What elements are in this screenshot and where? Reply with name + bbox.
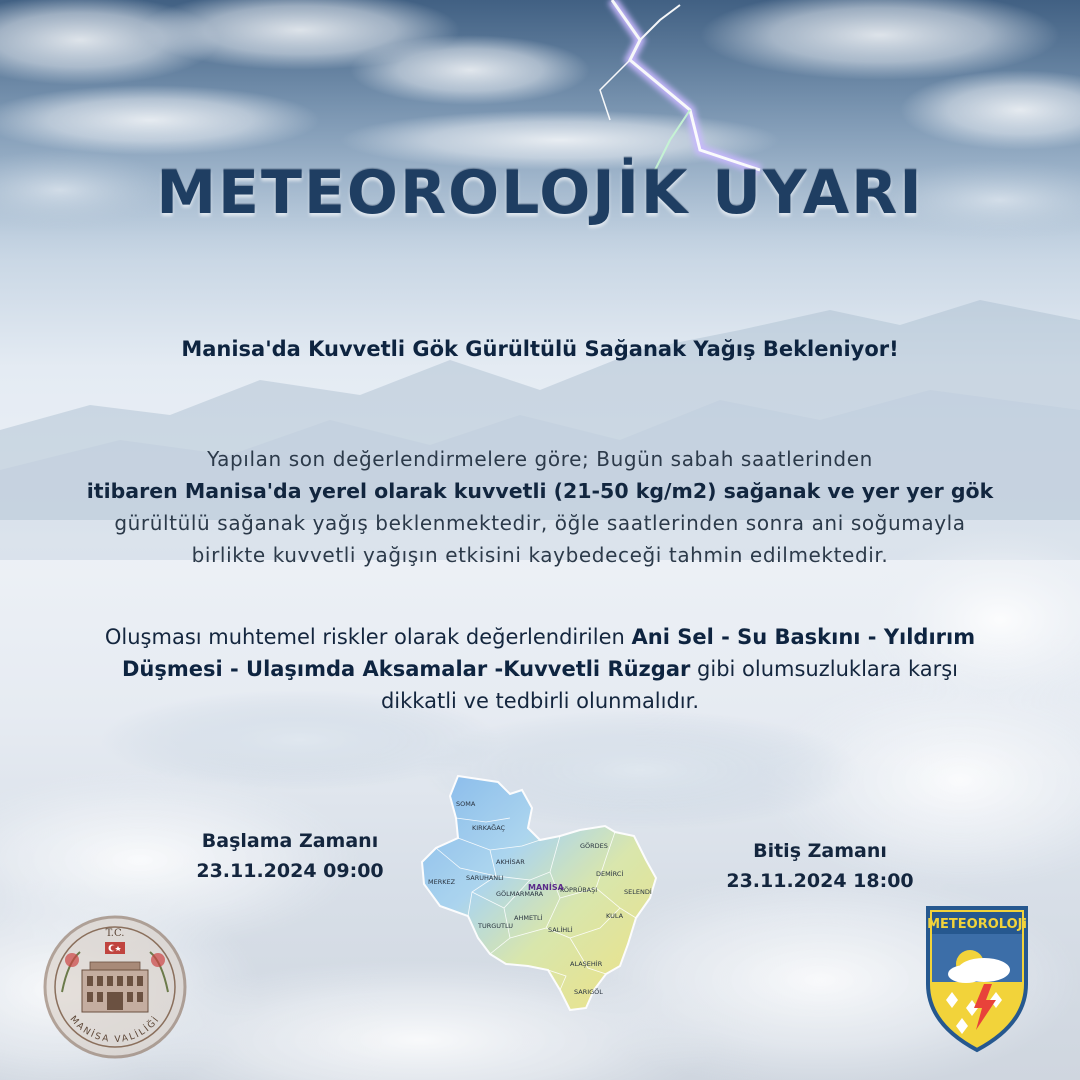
risks-paragraph <box>0 621 1080 717</box>
risks-line-1 <box>0 621 1080 653</box>
map-district-label: AHMETLİ <box>514 914 543 922</box>
assessment-line-3: gürültülü sağanak yağış beklenmektedir, öğle saatlerinden sonra ani soğumayla <box>114 511 966 535</box>
badge-text: METEOROLOJi <box>927 917 1027 932</box>
assessment-line-1: Yapılan son değerlendirmelere göre; Bugün sabah saatlerinden <box>207 447 873 471</box>
map-main-label: MANİSA <box>528 883 564 892</box>
map-district-label: KÖPRÜBAŞI <box>560 886 598 894</box>
risks-list-part-1: Ani Sel - Su Baskını - Yıldırım <box>631 625 976 649</box>
seal-top-text: T.C. <box>105 928 125 939</box>
end-time-label: Bitiş Zamanı <box>753 840 887 862</box>
map-district-label: SOMA <box>456 800 476 808</box>
map-district-label: GÖLMARMARA <box>496 890 544 898</box>
assessment-paragraph <box>0 443 1080 571</box>
map-district-label: GÖRDES <box>580 842 608 850</box>
risks-intro: Oluşması muhtemel riskler olarak değerlendirilen <box>104 625 625 649</box>
map-district-label: SARUHANLI <box>466 874 504 882</box>
assessment-line-4: birlikte kuvvetli yağışın etkisini kaybedeceği tahmin edilmektedir. <box>191 543 889 567</box>
risks-outro: gibi olumsuzluklara karşı <box>697 657 959 681</box>
risks-list-part-2: Düşmesi - Ulaşımda Aksamalar -Kuvvetli Rüzgar <box>121 657 691 681</box>
start-time-block <box>150 826 430 886</box>
seal-bottom-text: MANİSA VALİLİĞİ <box>67 1014 163 1046</box>
start-time-value: 23.11.2024 09:00 <box>196 860 384 882</box>
manisa-map <box>410 768 680 1018</box>
map-district-label: SELENDİ <box>624 888 652 896</box>
end-time-block <box>680 836 960 896</box>
map-district-label: SALİHLİ <box>548 926 573 934</box>
page-title: METEOROLOJİK UYARI <box>156 158 924 228</box>
assessment-line-2: itibaren Manisa'da yerel olarak kuvvetli (21-50 kg/m2) sağanak ve yer yer gök <box>86 479 994 503</box>
map-district-label: ALAŞEHİR <box>570 960 603 968</box>
map-district-label: KULA <box>606 912 624 920</box>
map-district-label: DEMİRCİ <box>596 870 624 878</box>
map-district-label: MERKEZ <box>428 878 456 886</box>
risks-line-2 <box>0 653 1080 685</box>
map-district-label: AKHİSAR <box>496 858 525 866</box>
governorship-seal-logo <box>40 912 190 1062</box>
start-time-label: Başlama Zamanı <box>201 830 379 852</box>
end-time-value: 23.11.2024 18:00 <box>726 870 914 892</box>
meteoroloji-badge-logo <box>922 904 1032 1054</box>
map-district-label: SARIGÖL <box>574 988 603 996</box>
map-district-label: TURGUTLU <box>478 922 514 930</box>
warning-headline: Manisa'da Kuvvetli Gök Gürültülü Sağanak Yağış Bekleniyor! <box>181 337 899 361</box>
map-district-label: KIRKAĞAÇ <box>472 824 506 832</box>
risks-line-3: dikkatli ve tedbirli olunmalıdır. <box>380 689 700 713</box>
